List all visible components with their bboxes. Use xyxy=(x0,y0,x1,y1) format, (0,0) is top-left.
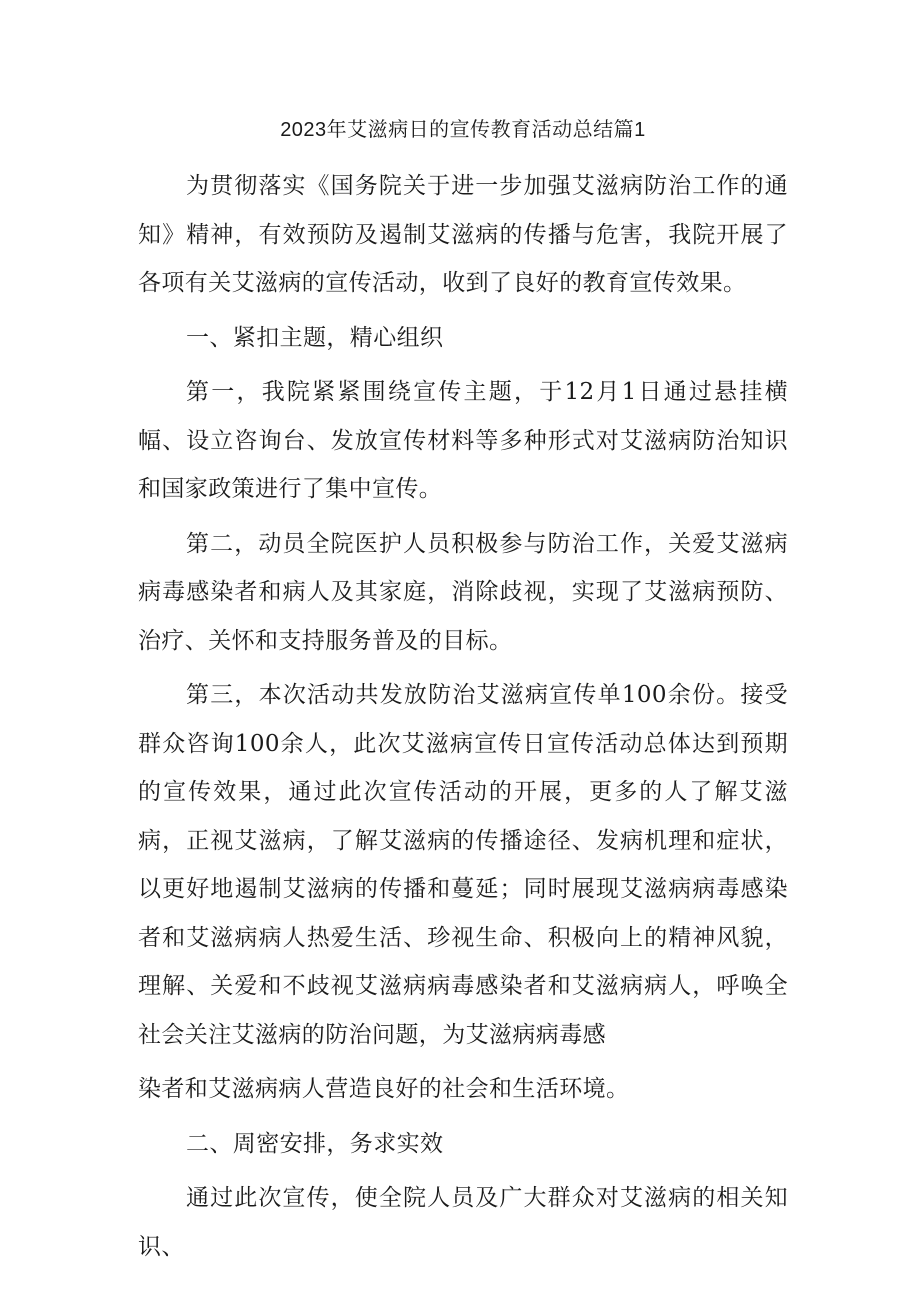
paragraph-third-continued: 染者和艾滋病病人营造良好的社会和生活环境。 xyxy=(138,1076,630,1102)
paragraph-section-2: 通过此次宣传，使全院人员及广大群众对艾滋病的相关知识、 xyxy=(138,1185,788,1260)
paragraph-third: 第三，本次活动共发放防治艾滋病宣传单100余份。接受群众咨询100余人，此次艾滋病宣传日宣传活动总体达到预期的宣传效果，通过此次宣传活动的开展，更多的人了解艾滋病，正视艾滋病，了解艾滋病的传播途径、发病机理和症状，以更好地遏制艾滋病的传播和蔓延；同时展现艾滋病病毒感染者和艾滋病病人热爱生活、珍视生命、积极向上的精神风貌，理解、关爱和不歧视艾滋病病毒感染者和艾滋病病人，呼唤全社会关注艾滋病的防治问题，为艾滋病病毒感 xyxy=(138,682,788,1048)
section-heading-1: 一、紧扣主题，精心组织 xyxy=(186,324,444,351)
document-title: 2023年艾滋病日的宣传教育活动总结篇1 xyxy=(280,119,646,141)
document-page xyxy=(138,106,788,1271)
section-heading-2: 二、周密安排，务求实效 xyxy=(186,1130,444,1157)
paragraph-first: 第一，我院紧紧围绕宣传主题，于12月1日通过悬挂横幅、设立咨询台、发放宣传材料等多种形式对艾滋病防治知识和国家政策进行了集中宣传。 xyxy=(138,379,788,502)
paragraph-second: 第二，动员全院医护人员积极参与防治工作，关爱艾滋病病毒感染者和病人及其家庭，消除歧视，实现了艾滋病预防、治疗、关怀和支持服务普及的目标。 xyxy=(138,530,788,654)
intro-paragraph: 为贯彻落实《国务院关于进一步加强艾滋病防治工作的通知》精神，有效预防及遏制艾滋病的传播与危害，我院开展了各项有关艾滋病的宣传活动，收到了良好的教育宣传效果。 xyxy=(138,173,788,296)
